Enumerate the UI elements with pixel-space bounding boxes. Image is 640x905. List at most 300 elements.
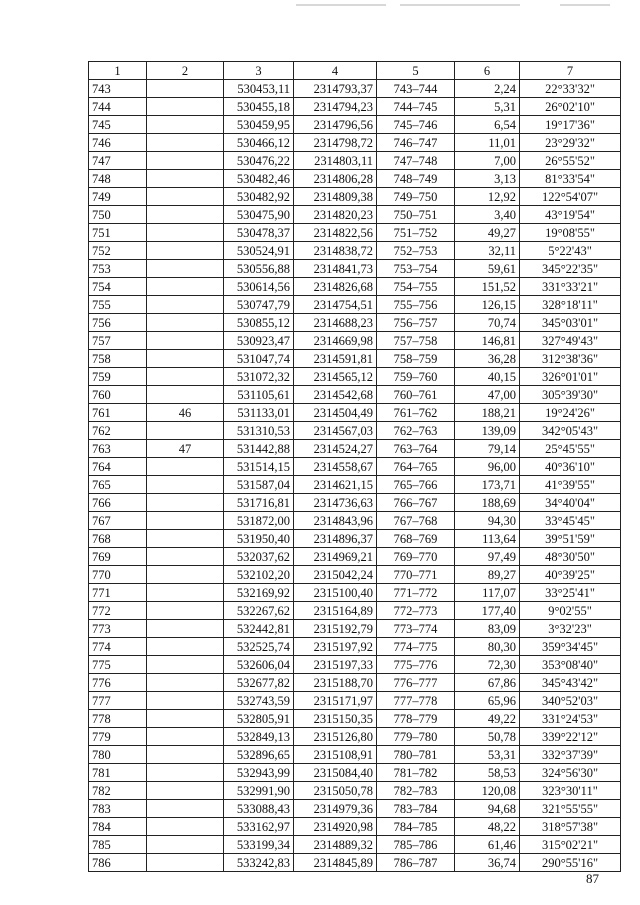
node-cell <box>147 278 224 296</box>
x-coordinate-cell: 530453,11 <box>224 80 294 98</box>
table-row <box>89 440 621 458</box>
coordinates-table <box>88 61 621 872</box>
length-cell: 188,21 <box>455 404 520 422</box>
table-row <box>89 746 621 764</box>
y-coordinate-cell: 2314838,72 <box>294 242 377 260</box>
length-cell: 113,64 <box>455 530 520 548</box>
table-row <box>89 242 621 260</box>
length-cell: 173,71 <box>455 476 520 494</box>
table-row <box>89 674 621 692</box>
y-coordinate-cell: 2315197,92 <box>294 638 377 656</box>
table-row <box>89 350 621 368</box>
length-cell: 188,69 <box>455 494 520 512</box>
x-coordinate-cell: 530455,18 <box>224 98 294 116</box>
point-number-cell: 784 <box>89 818 147 836</box>
point-number-cell: 776 <box>89 674 147 692</box>
y-coordinate-cell: 2314820,23 <box>294 206 377 224</box>
node-cell <box>147 476 224 494</box>
segment-cell: 744–745 <box>377 98 455 116</box>
y-coordinate-cell: 2314845,89 <box>294 854 377 872</box>
bearing-cell: 19°17'36" <box>520 116 621 134</box>
node-cell <box>147 368 224 386</box>
x-coordinate-cell: 532102,20 <box>224 566 294 584</box>
length-cell: 59,61 <box>455 260 520 278</box>
length-cell: 96,00 <box>455 458 520 476</box>
node-cell <box>147 548 224 566</box>
x-coordinate-cell: 532677,82 <box>224 674 294 692</box>
y-coordinate-cell: 2314565,12 <box>294 368 377 386</box>
table-row <box>89 800 621 818</box>
length-cell: 126,15 <box>455 296 520 314</box>
point-number-cell: 752 <box>89 242 147 260</box>
segment-cell: 777–778 <box>377 692 455 710</box>
node-cell <box>147 836 224 854</box>
node-cell <box>147 260 224 278</box>
x-coordinate-cell: 532442,81 <box>224 620 294 638</box>
point-number-cell: 755 <box>89 296 147 314</box>
bearing-cell: 22°33'32" <box>520 80 621 98</box>
segment-cell: 762–763 <box>377 422 455 440</box>
table-row <box>89 386 621 404</box>
length-cell: 32,11 <box>455 242 520 260</box>
node-cell <box>147 782 224 800</box>
y-coordinate-cell: 2314794,23 <box>294 98 377 116</box>
bearing-cell: 40°36'10" <box>520 458 621 476</box>
table-row <box>89 170 621 188</box>
segment-cell: 781–782 <box>377 764 455 782</box>
length-cell: 89,27 <box>455 566 520 584</box>
segment-cell: 772–773 <box>377 602 455 620</box>
segment-cell: 758–759 <box>377 350 455 368</box>
y-coordinate-cell: 2314542,68 <box>294 386 377 404</box>
length-cell: 79,14 <box>455 440 520 458</box>
x-coordinate-cell: 530614,56 <box>224 278 294 296</box>
length-cell: 49,22 <box>455 710 520 728</box>
point-number-cell: 760 <box>89 386 147 404</box>
bearing-cell: 339°22'12" <box>520 728 621 746</box>
segment-cell: 784–785 <box>377 818 455 836</box>
length-cell: 3,40 <box>455 206 520 224</box>
length-cell: 12,92 <box>455 188 520 206</box>
bearing-cell: 43°19'54" <box>520 206 621 224</box>
node-cell <box>147 656 224 674</box>
point-number-cell: 771 <box>89 584 147 602</box>
table-row <box>89 548 621 566</box>
x-coordinate-cell: 531950,40 <box>224 530 294 548</box>
table-row <box>89 476 621 494</box>
y-coordinate-cell: 2314591,81 <box>294 350 377 368</box>
length-cell: 40,15 <box>455 368 520 386</box>
y-coordinate-cell: 2314621,15 <box>294 476 377 494</box>
bearing-cell: 26°55'52" <box>520 152 621 170</box>
point-number-cell: 772 <box>89 602 147 620</box>
node-cell <box>147 170 224 188</box>
node-cell <box>147 746 224 764</box>
bearing-cell: 323°30'11" <box>520 782 621 800</box>
x-coordinate-cell: 532169,92 <box>224 584 294 602</box>
x-coordinate-cell: 532743,59 <box>224 692 294 710</box>
bearing-cell: 345°22'35" <box>520 260 621 278</box>
length-cell: 11,01 <box>455 134 520 152</box>
x-coordinate-cell: 530482,92 <box>224 188 294 206</box>
column-header: 7 <box>520 62 621 80</box>
point-number-cell: 756 <box>89 314 147 332</box>
node-cell <box>147 494 224 512</box>
y-coordinate-cell: 2314504,49 <box>294 404 377 422</box>
segment-cell: 763–764 <box>377 440 455 458</box>
segment-cell: 761–762 <box>377 404 455 422</box>
table-row <box>89 584 621 602</box>
column-header: 3 <box>224 62 294 80</box>
point-number-cell: 750 <box>89 206 147 224</box>
bearing-cell: 359°34'45" <box>520 638 621 656</box>
bearing-cell: 305°39'30" <box>520 386 621 404</box>
length-cell: 117,07 <box>455 584 520 602</box>
x-coordinate-cell: 530459,95 <box>224 116 294 134</box>
table-row <box>89 260 621 278</box>
table-row <box>89 224 621 242</box>
point-number-cell: 758 <box>89 350 147 368</box>
y-coordinate-cell: 2315150,35 <box>294 710 377 728</box>
bearing-cell: 33°25'41" <box>520 584 621 602</box>
scan-artifact <box>560 4 610 6</box>
x-coordinate-cell: 531310,53 <box>224 422 294 440</box>
point-number-cell: 767 <box>89 512 147 530</box>
table-row <box>89 422 621 440</box>
length-cell: 94,30 <box>455 512 520 530</box>
segment-cell: 765–766 <box>377 476 455 494</box>
point-number-cell: 765 <box>89 476 147 494</box>
x-coordinate-cell: 531442,88 <box>224 440 294 458</box>
point-number-cell: 769 <box>89 548 147 566</box>
segment-cell: 753–754 <box>377 260 455 278</box>
y-coordinate-cell: 2315100,40 <box>294 584 377 602</box>
point-number-cell: 782 <box>89 782 147 800</box>
x-coordinate-cell: 531072,32 <box>224 368 294 386</box>
node-cell <box>147 314 224 332</box>
length-cell: 67,86 <box>455 674 520 692</box>
x-coordinate-cell: 530556,88 <box>224 260 294 278</box>
point-number-cell: 751 <box>89 224 147 242</box>
point-number-cell: 774 <box>89 638 147 656</box>
bearing-cell: 122°54'07" <box>520 188 621 206</box>
length-cell: 36,28 <box>455 350 520 368</box>
column-header: 4 <box>294 62 377 80</box>
segment-cell: 779–780 <box>377 728 455 746</box>
length-cell: 70,74 <box>455 314 520 332</box>
segment-cell: 743–744 <box>377 80 455 98</box>
bearing-cell: 19°24'26" <box>520 404 621 422</box>
bearing-cell: 81°33'54" <box>520 170 621 188</box>
y-coordinate-cell: 2314822,56 <box>294 224 377 242</box>
x-coordinate-cell: 531105,61 <box>224 386 294 404</box>
length-cell: 97,49 <box>455 548 520 566</box>
x-coordinate-cell: 532943,99 <box>224 764 294 782</box>
length-cell: 151,52 <box>455 278 520 296</box>
table-row <box>89 764 621 782</box>
segment-cell: 776–777 <box>377 674 455 692</box>
point-number-cell: 761 <box>89 404 147 422</box>
segment-cell: 780–781 <box>377 746 455 764</box>
segment-cell: 751–752 <box>377 224 455 242</box>
point-number-cell: 781 <box>89 764 147 782</box>
node-cell <box>147 854 224 872</box>
bearing-cell: 26°02'10" <box>520 98 621 116</box>
node-cell <box>147 80 224 98</box>
bearing-cell: 353°08'40" <box>520 656 621 674</box>
y-coordinate-cell: 2314688,23 <box>294 314 377 332</box>
node-cell: 46 <box>147 404 224 422</box>
segment-cell: 770–771 <box>377 566 455 584</box>
x-coordinate-cell: 531047,74 <box>224 350 294 368</box>
x-coordinate-cell: 531872,00 <box>224 512 294 530</box>
segment-cell: 756–757 <box>377 314 455 332</box>
bearing-cell: 345°03'01" <box>520 314 621 332</box>
x-coordinate-cell: 532267,62 <box>224 602 294 620</box>
y-coordinate-cell: 2314558,67 <box>294 458 377 476</box>
x-coordinate-cell: 532037,62 <box>224 548 294 566</box>
bearing-cell: 25°45'55" <box>520 440 621 458</box>
length-cell: 61,46 <box>455 836 520 854</box>
table-row <box>89 818 621 836</box>
segment-cell: 764–765 <box>377 458 455 476</box>
x-coordinate-cell: 532805,91 <box>224 710 294 728</box>
node-cell <box>147 692 224 710</box>
y-coordinate-cell: 2314841,73 <box>294 260 377 278</box>
y-coordinate-cell: 2314806,28 <box>294 170 377 188</box>
segment-cell: 786–787 <box>377 854 455 872</box>
point-number-cell: 786 <box>89 854 147 872</box>
bearing-cell: 342°05'43" <box>520 422 621 440</box>
segment-cell: 746–747 <box>377 134 455 152</box>
table-row <box>89 566 621 584</box>
y-coordinate-cell: 2315171,97 <box>294 692 377 710</box>
bearing-cell: 5°22'43" <box>520 242 621 260</box>
segment-cell: 755–756 <box>377 296 455 314</box>
table-row <box>89 98 621 116</box>
bearing-cell: 19°08'55" <box>520 224 621 242</box>
bearing-cell: 48°30'50" <box>520 548 621 566</box>
node-cell <box>147 98 224 116</box>
bearing-cell: 332°37'39" <box>520 746 621 764</box>
x-coordinate-cell: 533199,34 <box>224 836 294 854</box>
node-cell <box>147 566 224 584</box>
length-cell: 58,53 <box>455 764 520 782</box>
length-cell: 83,09 <box>455 620 520 638</box>
length-cell: 48,22 <box>455 818 520 836</box>
bearing-cell: 340°52'03" <box>520 692 621 710</box>
y-coordinate-cell: 2314843,96 <box>294 512 377 530</box>
x-coordinate-cell: 532991,90 <box>224 782 294 800</box>
segment-cell: 778–779 <box>377 710 455 728</box>
table-row <box>89 728 621 746</box>
table-row <box>89 134 621 152</box>
x-coordinate-cell: 531587,04 <box>224 476 294 494</box>
table-row <box>89 656 621 674</box>
bearing-cell: 312°38'36" <box>520 350 621 368</box>
length-cell: 49,27 <box>455 224 520 242</box>
segment-cell: 750–751 <box>377 206 455 224</box>
y-coordinate-cell: 2315108,91 <box>294 746 377 764</box>
table-row <box>89 512 621 530</box>
point-number-cell: 746 <box>89 134 147 152</box>
node-cell <box>147 350 224 368</box>
segment-cell: 775–776 <box>377 656 455 674</box>
length-cell: 5,31 <box>455 98 520 116</box>
bearing-cell: 328°18'11" <box>520 296 621 314</box>
column-header: 5 <box>377 62 455 80</box>
table-row <box>89 404 621 422</box>
point-number-cell: 770 <box>89 566 147 584</box>
table-row <box>89 152 621 170</box>
node-cell <box>147 206 224 224</box>
node-cell <box>147 422 224 440</box>
length-cell: 7,00 <box>455 152 520 170</box>
point-number-cell: 743 <box>89 80 147 98</box>
x-coordinate-cell: 532525,74 <box>224 638 294 656</box>
segment-cell: 767–768 <box>377 512 455 530</box>
bearing-cell: 40°39'25" <box>520 566 621 584</box>
node-cell <box>147 638 224 656</box>
point-number-cell: 778 <box>89 710 147 728</box>
bearing-cell: 327°49'43" <box>520 332 621 350</box>
node-cell <box>147 242 224 260</box>
bearing-cell: 290°55'16" <box>520 854 621 872</box>
node-cell <box>147 512 224 530</box>
point-number-cell: 780 <box>89 746 147 764</box>
point-number-cell: 777 <box>89 692 147 710</box>
bearing-cell: 326°01'01" <box>520 368 621 386</box>
y-coordinate-cell: 2315188,70 <box>294 674 377 692</box>
table-row <box>89 782 621 800</box>
length-cell: 6,54 <box>455 116 520 134</box>
node-cell <box>147 584 224 602</box>
x-coordinate-cell: 530524,91 <box>224 242 294 260</box>
table-row <box>89 494 621 512</box>
table-row <box>89 602 621 620</box>
point-number-cell: 773 <box>89 620 147 638</box>
point-number-cell: 763 <box>89 440 147 458</box>
segment-cell: 769–770 <box>377 548 455 566</box>
node-cell <box>147 602 224 620</box>
point-number-cell: 749 <box>89 188 147 206</box>
bearing-cell: 33°45'45" <box>520 512 621 530</box>
x-coordinate-cell: 533088,43 <box>224 800 294 818</box>
x-coordinate-cell: 531716,81 <box>224 494 294 512</box>
node-cell: 47 <box>147 440 224 458</box>
segment-cell: 749–750 <box>377 188 455 206</box>
length-cell: 177,40 <box>455 602 520 620</box>
table-row <box>89 206 621 224</box>
point-number-cell: 745 <box>89 116 147 134</box>
bearing-cell: 39°51'59" <box>520 530 621 548</box>
length-cell: 53,31 <box>455 746 520 764</box>
page-number: 87 <box>586 871 599 886</box>
length-cell: 36,74 <box>455 854 520 872</box>
y-coordinate-cell: 2314979,36 <box>294 800 377 818</box>
node-cell <box>147 386 224 404</box>
point-number-cell: 754 <box>89 278 147 296</box>
table-row <box>89 620 621 638</box>
segment-cell: 760–761 <box>377 386 455 404</box>
bearing-cell: 321°55'55" <box>520 800 621 818</box>
scan-artifact <box>400 4 520 6</box>
y-coordinate-cell: 2314796,56 <box>294 116 377 134</box>
point-number-cell: 759 <box>89 368 147 386</box>
node-cell <box>147 764 224 782</box>
table-row <box>89 80 621 98</box>
point-number-cell: 753 <box>89 260 147 278</box>
point-number-cell: 744 <box>89 98 147 116</box>
point-number-cell: 762 <box>89 422 147 440</box>
node-cell <box>147 728 224 746</box>
x-coordinate-cell: 530482,46 <box>224 170 294 188</box>
point-number-cell: 747 <box>89 152 147 170</box>
y-coordinate-cell: 2314920,98 <box>294 818 377 836</box>
y-coordinate-cell: 2315197,33 <box>294 656 377 674</box>
bearing-cell: 318°57'38" <box>520 818 621 836</box>
length-cell: 120,08 <box>455 782 520 800</box>
y-coordinate-cell: 2315164,89 <box>294 602 377 620</box>
segment-cell: 773–774 <box>377 620 455 638</box>
x-coordinate-cell: 532849,13 <box>224 728 294 746</box>
node-cell <box>147 530 224 548</box>
y-coordinate-cell: 2314793,37 <box>294 80 377 98</box>
point-number-cell: 775 <box>89 656 147 674</box>
segment-cell: 745–746 <box>377 116 455 134</box>
table-row <box>89 458 621 476</box>
bearing-cell: 345°43'42" <box>520 674 621 692</box>
x-coordinate-cell: 533242,83 <box>224 854 294 872</box>
length-cell: 2,24 <box>455 80 520 98</box>
table-row <box>89 836 621 854</box>
node-cell <box>147 152 224 170</box>
y-coordinate-cell: 2314754,51 <box>294 296 377 314</box>
x-coordinate-cell: 530923,47 <box>224 332 294 350</box>
length-cell: 72,30 <box>455 656 520 674</box>
table-row <box>89 530 621 548</box>
x-coordinate-cell: 530475,90 <box>224 206 294 224</box>
node-cell <box>147 332 224 350</box>
y-coordinate-cell: 2314969,21 <box>294 548 377 566</box>
table-row <box>89 368 621 386</box>
y-coordinate-cell: 2314826,68 <box>294 278 377 296</box>
y-coordinate-cell: 2315050,78 <box>294 782 377 800</box>
length-cell: 65,96 <box>455 692 520 710</box>
segment-cell: 757–758 <box>377 332 455 350</box>
segment-cell: 774–775 <box>377 638 455 656</box>
x-coordinate-cell: 532606,04 <box>224 656 294 674</box>
segment-cell: 754–755 <box>377 278 455 296</box>
node-cell <box>147 116 224 134</box>
scan-artifact <box>296 4 386 6</box>
y-coordinate-cell: 2315126,80 <box>294 728 377 746</box>
length-cell: 3,13 <box>455 170 520 188</box>
bearing-cell: 331°24'53" <box>520 710 621 728</box>
length-cell: 80,30 <box>455 638 520 656</box>
bearing-cell: 34°40'04" <box>520 494 621 512</box>
segment-cell: 752–753 <box>377 242 455 260</box>
x-coordinate-cell: 530747,79 <box>224 296 294 314</box>
point-number-cell: 764 <box>89 458 147 476</box>
bearing-cell: 324°56'30" <box>520 764 621 782</box>
length-cell: 94,68 <box>455 800 520 818</box>
y-coordinate-cell: 2314736,63 <box>294 494 377 512</box>
point-number-cell: 748 <box>89 170 147 188</box>
node-cell <box>147 224 224 242</box>
length-cell: 146,81 <box>455 332 520 350</box>
segment-cell: 748–749 <box>377 170 455 188</box>
